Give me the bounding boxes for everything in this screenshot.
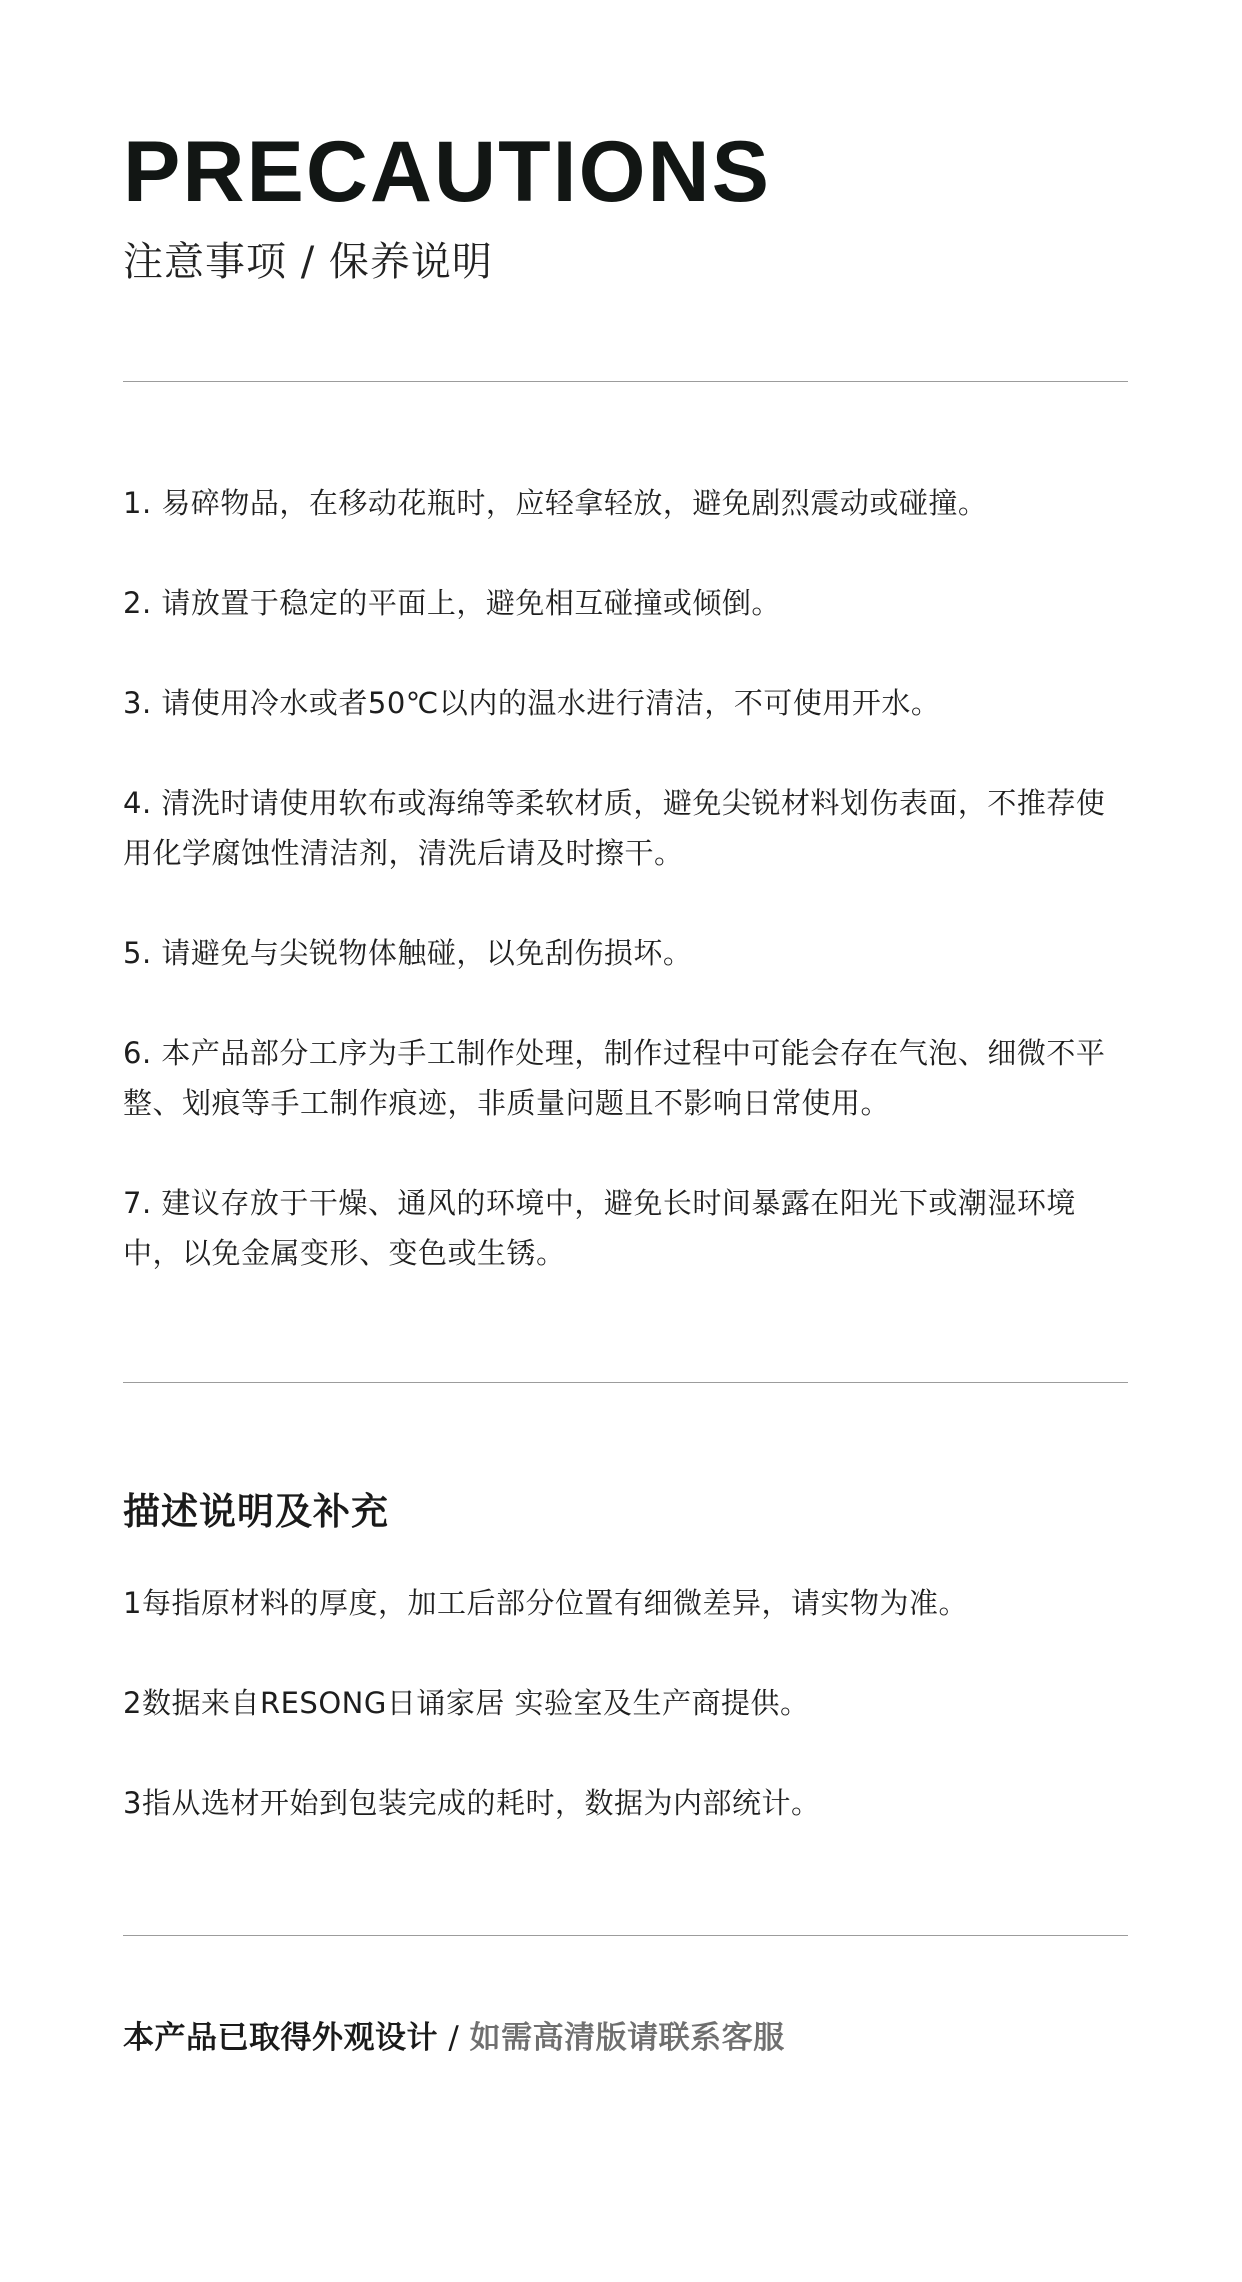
- precaution-item: 1. 易碎物品，在移动花瓶时，应轻拿轻放，避免剧烈震动或碰撞。: [123, 486, 988, 520]
- footer-notice: [123, 2013, 785, 2063]
- page-subtitle: 注意事项 / 保养说明: [123, 239, 493, 285]
- footer-design-patent-text: 本产品已取得外观设计: [123, 2020, 438, 2056]
- page-title: PRECAUTIONS: [123, 124, 771, 220]
- precaution-item: 6. 本产品部分工序为手工制作处理，制作过程中可能会存在气泡、细微不平整、划痕等手工制作痕迹，非质量问题且不影响日常使用。: [123, 1036, 1106, 1120]
- precaution-item: 5. 请避免与尖锐物体触碰，以免刮伤损坏。: [123, 936, 693, 970]
- description-heading: 描述说明及补充: [123, 1490, 389, 1533]
- precaution-item: 2. 请放置于稳定的平面上，避免相互碰撞或倾倒。: [123, 586, 781, 620]
- precaution-item: 7. 建议存放于干燥、通风的环境中，避免长时间暴露在阳光下或潮湿环境中，以免金属变形、变色或生锈。: [123, 1186, 1076, 1270]
- divider-top: [123, 381, 1128, 382]
- footer-separator: /: [438, 2020, 470, 2056]
- description-note: 2数据来自RESONG日诵家居 实验室及生产商提供。: [123, 1686, 810, 1720]
- description-notes-list: [123, 1578, 1128, 1878]
- precaution-item: 4. 清洗时请使用软布或海绵等柔软材质，避免尖锐材料划伤表面，不推荐使用化学腐蚀性清洁剂，清洗后请及时擦干。: [123, 786, 1106, 870]
- footer-contact-text: 如需高清版请联系客服: [469, 2020, 785, 2056]
- description-note: 1每指原材料的厚度，加工后部分位置有细微差异，请实物为准。: [123, 1586, 968, 1620]
- divider-bottom: [123, 1935, 1128, 1936]
- precaution-item: 3. 请使用冷水或者50℃以内的温水进行清洁，不可使用开水。: [123, 686, 941, 720]
- precautions-list: [123, 478, 1128, 1328]
- divider-middle: [123, 1382, 1128, 1383]
- description-note: 3指从选材开始到包装完成的耗时，数据为内部统计。: [123, 1786, 821, 1820]
